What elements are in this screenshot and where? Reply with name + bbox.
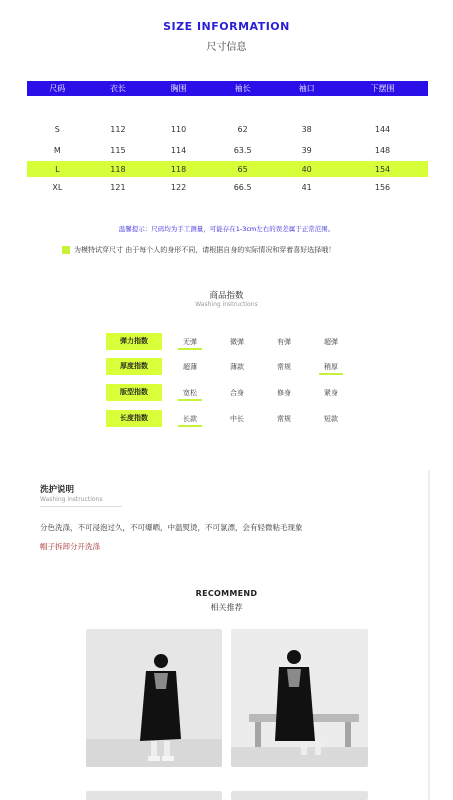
size-information-title: SIZE INFORMATION — [163, 20, 290, 33]
size-information-subtitle: 尺寸信息 — [206, 42, 247, 53]
index-option-selected: 宽松 — [172, 388, 208, 401]
index-option: 有弹 — [277, 338, 291, 346]
index-option-selected: 长款 — [172, 414, 208, 427]
table-cell: 40 — [276, 161, 337, 177]
recommend-subtitle: 相关推荐 — [210, 603, 243, 612]
index-option: 超薄 — [183, 363, 197, 371]
header-sleeve: 袖长 — [209, 81, 277, 96]
product-photo[interactable] — [231, 791, 368, 800]
index-option: 合身 — [230, 389, 244, 397]
size-table-header-row — [27, 81, 428, 96]
table-cell: 154 — [337, 161, 428, 177]
table-cell: 38 — [301, 125, 312, 134]
index-label: 厚度指数 — [106, 358, 162, 375]
table-cell: 63.5 — [233, 146, 252, 155]
index-option: 修身 — [277, 389, 291, 397]
header-hem: 下摆围 — [337, 81, 428, 96]
table-cell: 148 — [374, 146, 391, 155]
header-cuff: 袖口 — [276, 81, 337, 96]
header-chest: 胸围 — [148, 81, 209, 96]
index-label: 弹力指数 — [106, 333, 162, 350]
table-row — [27, 177, 428, 198]
index-option: 超弹 — [324, 338, 338, 346]
table-row-highlighted — [27, 161, 428, 177]
index-option: 微弹 — [230, 338, 244, 346]
product-photo[interactable] — [231, 629, 368, 767]
table-cell: 66.5 — [233, 183, 252, 192]
note-marker — [62, 246, 70, 254]
table-cell: 112 — [110, 125, 126, 134]
model-note: 为模特试穿尺寸 由于每个人的身形不同，请根据自身的实际情况和穿着喜好选择哦！ — [74, 246, 336, 254]
model-photo-icon — [231, 629, 368, 767]
size-tip: 温馨提示：尺码均为手工测量，可能存在1-3cm左右的误差属于正常范围。 — [118, 225, 335, 233]
table-row — [27, 140, 428, 161]
index-label: 版型指数 — [106, 384, 162, 401]
index-option-selected: 无弹 — [172, 337, 208, 350]
product-photo[interactable] — [86, 791, 222, 800]
index-option: 短款 — [324, 415, 338, 423]
table-cell: 156 — [374, 183, 391, 192]
table-cell: 39 — [301, 146, 312, 155]
table-cell: XL — [52, 183, 63, 192]
index-title: 商品指数 — [209, 291, 244, 301]
index-label: 长度指数 — [106, 410, 162, 427]
table-cell: 122 — [170, 183, 187, 192]
header-size: 尺码 — [27, 81, 88, 96]
table-cell: M — [53, 146, 61, 155]
model-photo-icon — [86, 629, 222, 767]
table-cell: 118 — [88, 161, 149, 177]
care-title: 洗护说明 — [40, 485, 75, 495]
table-cell: 114 — [170, 146, 187, 155]
table-cell: 62 — [237, 125, 248, 134]
recommend-title: RECOMMEND — [195, 589, 258, 598]
table-cell: 118 — [148, 161, 209, 177]
table-row — [27, 119, 428, 140]
table-cell: 110 — [170, 125, 187, 134]
index-option-selected: 稍厚 — [313, 362, 349, 375]
divider — [428, 470, 430, 800]
table-cell: L — [27, 161, 88, 177]
care-subtitle: Washing instructions — [40, 496, 103, 503]
table-cell: 65 — [209, 161, 277, 177]
index-option: 紧身 — [324, 389, 338, 397]
product-photo[interactable] — [86, 629, 222, 767]
table-cell: 41 — [301, 183, 312, 192]
size-table — [27, 81, 428, 198]
index-option: 常规 — [277, 363, 291, 371]
table-cell: 121 — [110, 183, 126, 192]
table-cell: 144 — [374, 125, 391, 134]
divider — [40, 506, 122, 507]
index-option: 薄款 — [230, 363, 244, 371]
care-text-hood: 帽子拆卸分开洗涤 — [40, 542, 100, 551]
care-text: 分色洗涤，不可浸泡过久，不可爆晒，中温熨烫，不可氯漂，会有轻微粘毛现象 — [40, 523, 303, 532]
table-cell: 115 — [110, 146, 126, 155]
table-cell: S — [54, 125, 60, 134]
index-subtitle: Washing instructions — [195, 301, 258, 308]
index-option: 中长 — [230, 415, 244, 423]
index-option: 常规 — [277, 415, 291, 423]
header-length: 衣长 — [88, 81, 149, 96]
